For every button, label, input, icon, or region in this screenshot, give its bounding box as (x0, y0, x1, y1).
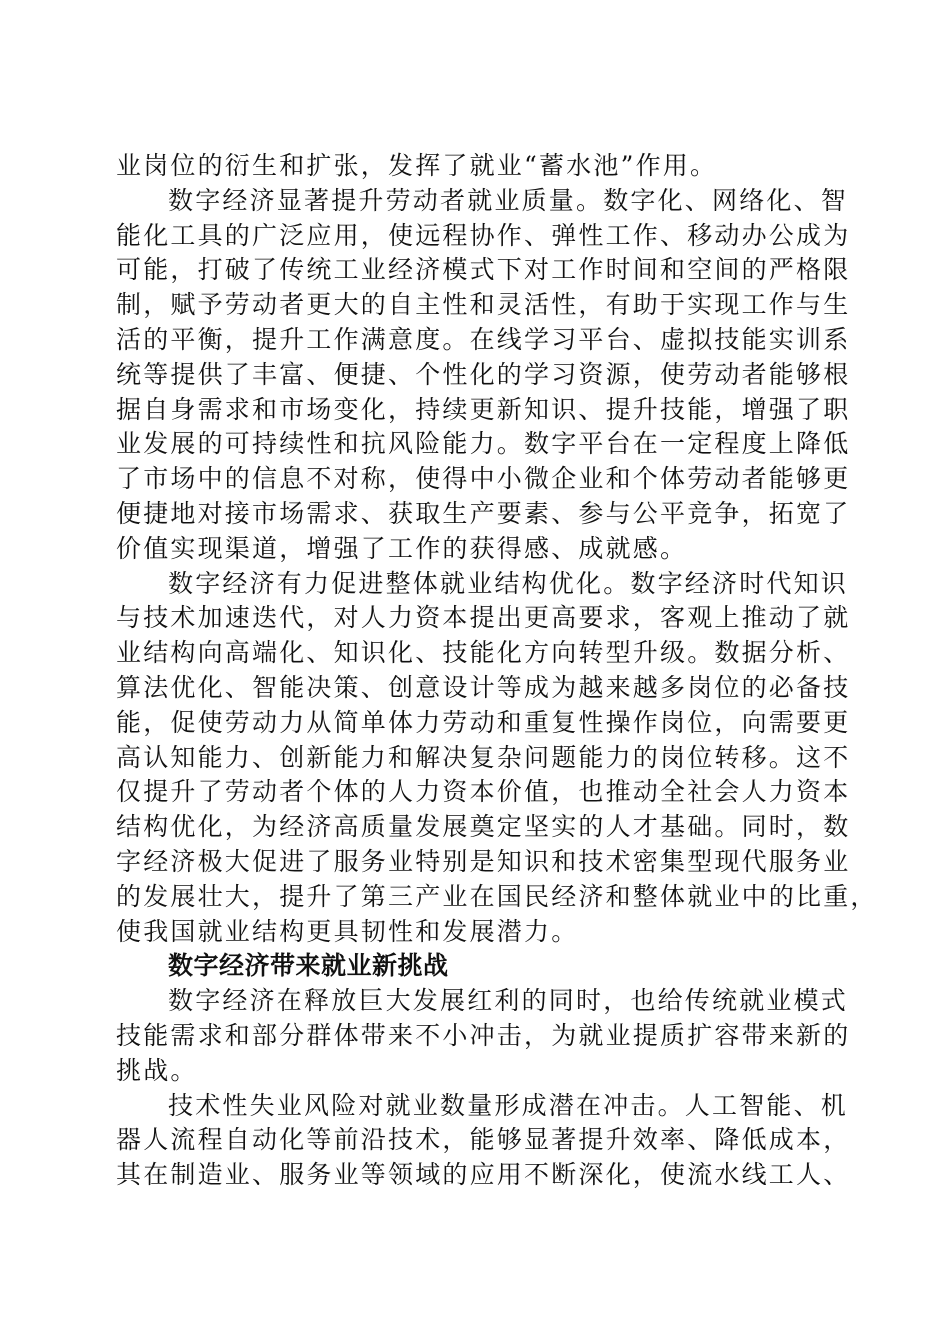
text-line: 与技术加速迭代，对人力资本提出更高要求，客观上推动了就 (116, 603, 851, 633)
text-line: 价值实现渠道，增强了工作的获得感、成就感。 (116, 533, 688, 563)
text-line: 技能需求和部分群体带来不小冲击，为就业提质扩容带来新的 (116, 1020, 851, 1050)
text-line: 可能，打破了传统工业经济模式下对工作时间和空间的严格限 (116, 255, 851, 285)
text-line: 算法优化、智能决策、创意设计等成为越来越多岗位的必备技 (116, 672, 851, 702)
text-line: 字经济极大促进了服务业特别是知识和技术密集型现代服务业 (116, 846, 851, 876)
paragraph-first-line: 数字经济在释放巨大发展红利的同时，也给传统就业模式 (168, 986, 849, 1016)
text-line: 统等提供了丰富、便捷、个性化的学习资源，使劳动者能够根 (116, 359, 851, 389)
document-page (116, 149, 878, 1193)
text-line: 能，促使劳动力从简单体力劳动和重复性操作岗位，向需要更 (116, 707, 851, 737)
paragraph-first-line: 数字经济显著提升劳动者就业质量。数字化、网络化、智 (168, 185, 849, 215)
text-line: 业岗位的衍生和扩张，发挥了就业“蓄水池”作用。 (116, 151, 718, 180)
text-line: 其在制造业、服务业等领域的应用不断深化，使流水线工人、 (116, 1160, 851, 1190)
text-line: 仅提升了劳动者个体的人力资本价值，也推动全社会人力资本 (116, 777, 851, 807)
text-line: 了市场中的信息不对称，使得中小微企业和个体劳动者能够更 (116, 464, 851, 494)
text-line: 的发展壮大，提升了第三产业在国民经济和整体就业中的比重， (116, 881, 878, 911)
text-line: 业发展的可持续性和抗风险能力。数字平台在一定程度上降低 (116, 429, 851, 459)
paragraph-first-line: 数字经济有力促进整体就业结构优化。数字经济时代知识 (168, 568, 849, 598)
text-line: 使我国就业结构更具韧性和发展潜力。 (116, 916, 579, 946)
text-line: 业结构向高端化、知识化、技能化方向转型升级。数据分析、 (116, 638, 851, 668)
text-line: 制，赋予劳动者更大的自主性和灵活性，有助于实现工作与生 (116, 290, 851, 320)
text-line: 据自身需求和市场变化，持续更新知识、提升技能，增强了职 (116, 394, 851, 424)
text-line: 高认知能力、创新能力和解决复杂问题能力的岗位转移。这不 (116, 742, 851, 772)
text-line: 器人流程自动化等前沿技术，能够显著提升效率、降低成本， (116, 1125, 851, 1155)
text-line: 挑战。 (116, 1055, 198, 1085)
section-heading: 数字经济带来就业新挑战 (168, 951, 449, 981)
text-line: 能化工具的广泛应用，使远程协作、弹性工作、移动办公成为 (116, 220, 851, 250)
text-line: 活的平衡，提升工作满意度。在线学习平台、虚拟技能实训系 (116, 324, 851, 354)
text-line: 结构优化，为经济高质量发展奠定坚实的人才基础。同时，数 (116, 812, 851, 842)
text-line: 便捷地对接市场需求、获取生产要素、参与公平竞争，拓宽了 (116, 498, 851, 528)
paragraph-first-line: 技术性失业风险对就业数量形成潜在冲击。人工智能、机 (168, 1090, 849, 1120)
